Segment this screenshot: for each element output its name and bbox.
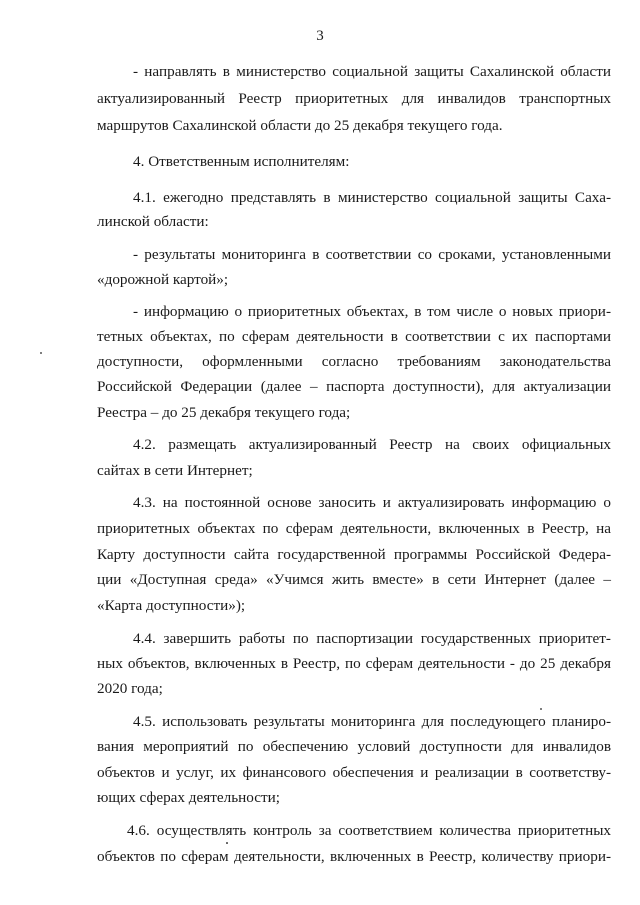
paragraph-line: - направлять в министерство социальной защиты Сахалинской области xyxy=(133,63,611,80)
paragraph-line: 4.4. завершить работы по паспортизации государственных приоритет- xyxy=(133,630,611,647)
scan-speck xyxy=(40,352,42,354)
scan-speck xyxy=(226,842,228,844)
paragraph-line: актуализированный Реестр приоритетных для инвалидов транспортных xyxy=(97,90,611,107)
paragraph-line: маршрутов Сахалинской области до 25 декабря текущего года. xyxy=(97,117,503,134)
page-number: 3 xyxy=(316,28,324,44)
paragraph-line: ции «Доступная среда» «Учимся жить вместе» в сети Интернет (далее – xyxy=(97,571,611,588)
paragraph-line: Российской Федерации (далее – паспорта доступности), для актуализации xyxy=(97,378,611,395)
paragraph-line: ных объектов, включенных в Реестр, по сферам деятельности - до 25 декабря xyxy=(97,655,611,672)
paragraph-line: объектов по сферам деятельности, включенных в Реестр, количеству приори- xyxy=(97,848,611,865)
paragraph-line: 4.1. ежегодно представлять в министерство социальной защиты Саха- xyxy=(133,189,611,206)
scan-speck xyxy=(540,708,542,710)
paragraph-line: 4.2. размещать актуализированный Реестр на своих официальных xyxy=(133,436,611,453)
paragraph-line: объектов и услуг, их финансового обеспечения и реализации в соответству- xyxy=(97,764,611,781)
paragraph-line: 4. Ответственным исполнителям: xyxy=(133,153,350,170)
paragraph-line: ющих сферах деятельности; xyxy=(97,789,280,806)
paragraph-line: Карту доступности сайта государственной программы Российской Федера- xyxy=(97,546,611,563)
paragraph-line: сайтах в сети Интернет; xyxy=(97,462,253,479)
paragraph-line: - информацию о приоритетных объектах, в том числе о новых приори- xyxy=(133,303,611,320)
paragraph-line: доступности, оформленными согласно требованиям законодательства xyxy=(97,353,611,370)
paragraph-line: 4.5. использовать результаты мониторинга для последующего планиро- xyxy=(133,713,611,730)
paragraph-line: тетных объектах, по сферам деятельности в соответствии с их паспортами xyxy=(97,328,611,345)
paragraph-line: 4.3. на постоянной основе заносить и актуализировать информацию о xyxy=(133,494,611,511)
paragraph-line: - результаты мониторинга в соответствии со сроками, установленными xyxy=(133,246,611,263)
paragraph-line: «Карта доступности»); xyxy=(97,597,246,614)
paragraph-line: линской области: xyxy=(97,213,209,230)
paragraph-line: «дорожной картой»; xyxy=(97,271,229,288)
paragraph-line: Реестра – до 25 декабря текущего года; xyxy=(97,404,351,421)
paragraph-line: 4.6. осуществлять контроль за соответствием количества приоритетных xyxy=(127,822,611,839)
paragraph-line: приоритетных объектах по сферам деятельности, включенных в Реестр, на xyxy=(97,520,611,537)
paragraph-line: 2020 года; xyxy=(97,680,163,697)
paragraph-line: вания мероприятий по обеспечению условий доступности для инвалидов xyxy=(97,738,611,755)
